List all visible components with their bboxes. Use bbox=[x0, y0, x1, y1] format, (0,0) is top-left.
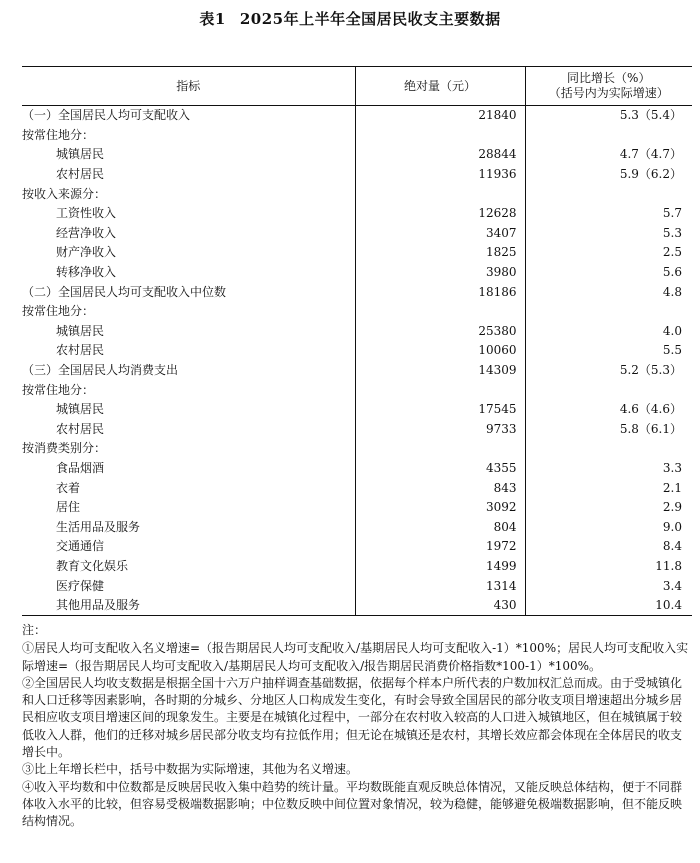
row-label: 财产净收入 bbox=[22, 243, 355, 263]
row-label: 生活用品及服务 bbox=[22, 517, 355, 537]
row-label: 转移净收入 bbox=[22, 263, 355, 283]
row-absolute-value: 843 bbox=[355, 478, 525, 498]
row-label: 城镇居民 bbox=[22, 400, 355, 420]
row-label: 按消费类别分： bbox=[22, 439, 355, 459]
table-row bbox=[22, 498, 692, 518]
table-row bbox=[22, 165, 692, 185]
row-label: 医疗保健 bbox=[22, 576, 355, 596]
row-label: 农村居民 bbox=[22, 165, 355, 185]
row-growth-value: 5.2（5.3） bbox=[619, 363, 682, 378]
row-growth-value: 3.3 bbox=[662, 460, 682, 475]
table-row bbox=[22, 576, 692, 596]
table-row bbox=[22, 420, 692, 440]
row-label: 按收入来源分： bbox=[22, 184, 355, 204]
row-absolute-value bbox=[355, 302, 525, 322]
row-absolute-value bbox=[355, 126, 525, 146]
row-growth-value: 9.0 bbox=[662, 519, 682, 534]
table-number: 表1 bbox=[199, 10, 226, 28]
table-body bbox=[22, 106, 692, 616]
note-3: ③比上年增长栏中，括号中数据为实际增速，其他为名义增速。 bbox=[22, 762, 359, 777]
row-label: 农村居民 bbox=[22, 341, 355, 361]
header-absolute: 绝对量（元） bbox=[355, 67, 525, 106]
row-absolute-value: 3407 bbox=[355, 224, 525, 244]
row-absolute-value: 12628 bbox=[355, 204, 525, 224]
row-absolute-value: 10060 bbox=[355, 341, 525, 361]
row-label: 工资性收入 bbox=[22, 204, 355, 224]
row-growth-value: 4.8 bbox=[662, 284, 682, 299]
income-expenditure-table bbox=[22, 66, 692, 616]
table-header-row bbox=[22, 67, 692, 106]
table-row bbox=[22, 126, 692, 146]
note-4: ④收入平均数和中位数都是反映居民收入集中趋势的统计量。平均数既能直观反映总体情况，又能反映总体结构，便于不同群体收入水平的比较，但容易受极端数据影响；中位数反映中间位置对象情况，较为稳健，能够避免极端数据影响，但不能反映结构情况。 bbox=[22, 779, 683, 829]
row-label: 交通通信 bbox=[22, 537, 355, 557]
header-indicator: 指标 bbox=[22, 67, 355, 106]
row-label: （一）全国居民人均可支配收入 bbox=[22, 106, 355, 126]
header-growth-line2: （括号内为实际增速） bbox=[548, 86, 669, 100]
row-label: （二）全国居民人均可支配收入中位数 bbox=[22, 282, 355, 302]
row-growth-value: 2.5 bbox=[662, 245, 682, 260]
table-row bbox=[22, 596, 692, 616]
notes-heading: 注： bbox=[22, 623, 47, 637]
table-row bbox=[22, 302, 692, 322]
row-label: （三）全国居民人均消费支出 bbox=[22, 361, 355, 381]
row-growth-value: 5.3 bbox=[662, 225, 682, 240]
row-growth-value: 5.7 bbox=[662, 206, 682, 221]
table-row bbox=[22, 459, 692, 479]
row-growth-value bbox=[525, 302, 692, 322]
row-label: 城镇居民 bbox=[22, 322, 355, 342]
row-growth-value: 8.4 bbox=[662, 539, 682, 554]
table-row bbox=[22, 439, 692, 459]
table-row bbox=[22, 224, 692, 244]
row-growth-value: 10.4 bbox=[525, 596, 692, 616]
table-title bbox=[0, 8, 700, 29]
row-absolute-value: 1972 bbox=[355, 537, 525, 557]
row-growth-value: 3.4 bbox=[662, 578, 682, 593]
row-absolute-value: 804 bbox=[355, 517, 525, 537]
row-absolute-value: 3092 bbox=[355, 498, 525, 518]
row-absolute-value: 25380 bbox=[355, 322, 525, 342]
table-row bbox=[22, 380, 692, 400]
row-growth-value: 5.8（6.1） bbox=[619, 421, 682, 436]
table-row bbox=[22, 282, 692, 302]
row-label: 农村居民 bbox=[22, 420, 355, 440]
row-absolute-value: 17545 bbox=[355, 400, 525, 420]
table-row bbox=[22, 361, 692, 381]
table-row bbox=[22, 478, 692, 498]
row-absolute-value: 28844 bbox=[355, 145, 525, 165]
table-row bbox=[22, 537, 692, 557]
row-growth-value: 2.9 bbox=[662, 500, 682, 515]
table-row bbox=[22, 145, 692, 165]
row-label: 其他用品及服务 bbox=[22, 596, 355, 616]
table-row bbox=[22, 400, 692, 420]
row-label: 按常住地分： bbox=[22, 126, 355, 146]
row-label: 食品烟酒 bbox=[22, 459, 355, 479]
row-absolute-value: 1825 bbox=[355, 243, 525, 263]
table-row bbox=[22, 106, 692, 126]
row-label: 衣着 bbox=[22, 478, 355, 498]
table-row bbox=[22, 322, 692, 342]
row-absolute-value: 430 bbox=[355, 596, 525, 616]
row-growth-value: 4.7（4.7） bbox=[619, 147, 682, 162]
row-absolute-value: 21840 bbox=[355, 106, 525, 126]
row-growth-value bbox=[525, 126, 692, 146]
row-absolute-value bbox=[355, 380, 525, 400]
row-label: 居住 bbox=[22, 498, 355, 518]
row-absolute-value: 18186 bbox=[355, 282, 525, 302]
row-absolute-value: 3980 bbox=[355, 263, 525, 283]
row-absolute-value: 11936 bbox=[355, 165, 525, 185]
note-2: ②全国居民人均收支数据是根据全国十六万户抽样调查基础数据，依据每个样本户所代表的户数加权汇总而成。由于受城镇化和人口迁移等因素影响，各时期的分城乡、分地区人口构成发生变化，有时会导致全国居民的部分收支项目增速超出分城乡居民相应收支项目增速区间的现象发生。主要是在城镇化过程中，一部分在农村收入较高的人口进入城镇地区，但在城镇属于较低收入人群，他们的迁移对城乡居民部分收支均有拉低作用；但无论在城镇还是农村，其增长效应都会体现在全体居民的收支增长中。 bbox=[22, 675, 683, 760]
row-absolute-value: 4355 bbox=[355, 459, 525, 479]
table-row bbox=[22, 517, 692, 537]
row-label: 教育文化娱乐 bbox=[22, 557, 355, 577]
row-growth-value: 4.6（4.6） bbox=[619, 402, 682, 417]
row-growth-value: 2.1 bbox=[662, 480, 682, 495]
note-1: ①居民人均可支配收入名义增速=（报告期居民人均可支配收入/基期居民人均可支配收入-1）*100%；居民人均可支配收入实际增速=（报告期居民人均可支配收入/基期居民人均可支配收入/报告期居民消费价格指数*100-1）*100%。 bbox=[22, 641, 689, 673]
row-growth-value: 5.6 bbox=[662, 265, 682, 280]
row-growth-value: 5.3（5.4） bbox=[619, 108, 682, 123]
notes-section bbox=[22, 622, 690, 831]
header-growth bbox=[525, 67, 692, 106]
row-absolute-value: 9733 bbox=[355, 420, 525, 440]
row-absolute-value bbox=[355, 184, 525, 204]
row-absolute-value: 1499 bbox=[355, 557, 525, 577]
row-growth-value: 5.9（6.2） bbox=[619, 167, 682, 182]
row-absolute-value: 1314 bbox=[355, 576, 525, 596]
row-growth-value: 4.0 bbox=[662, 323, 682, 338]
table-title-text: 2025年上半年全国居民收支主要数据 bbox=[239, 10, 501, 28]
row-growth-value bbox=[525, 184, 692, 204]
table-row bbox=[22, 557, 692, 577]
row-growth-value bbox=[525, 380, 692, 400]
row-growth-value bbox=[525, 439, 692, 459]
table-row bbox=[22, 341, 692, 361]
row-growth-value: 5.5 bbox=[662, 343, 682, 358]
row-label: 按常住地分： bbox=[22, 302, 355, 322]
row-label: 城镇居民 bbox=[22, 145, 355, 165]
row-absolute-value bbox=[355, 439, 525, 459]
row-label: 经营净收入 bbox=[22, 224, 355, 244]
header-growth-line1: 同比增长（%） bbox=[567, 71, 651, 85]
row-label: 按常住地分： bbox=[22, 380, 355, 400]
table-row bbox=[22, 204, 692, 224]
table-row bbox=[22, 263, 692, 283]
table-row bbox=[22, 184, 692, 204]
table-row bbox=[22, 243, 692, 263]
row-growth-value: 11.8 bbox=[655, 558, 682, 573]
row-absolute-value: 14309 bbox=[355, 361, 525, 381]
